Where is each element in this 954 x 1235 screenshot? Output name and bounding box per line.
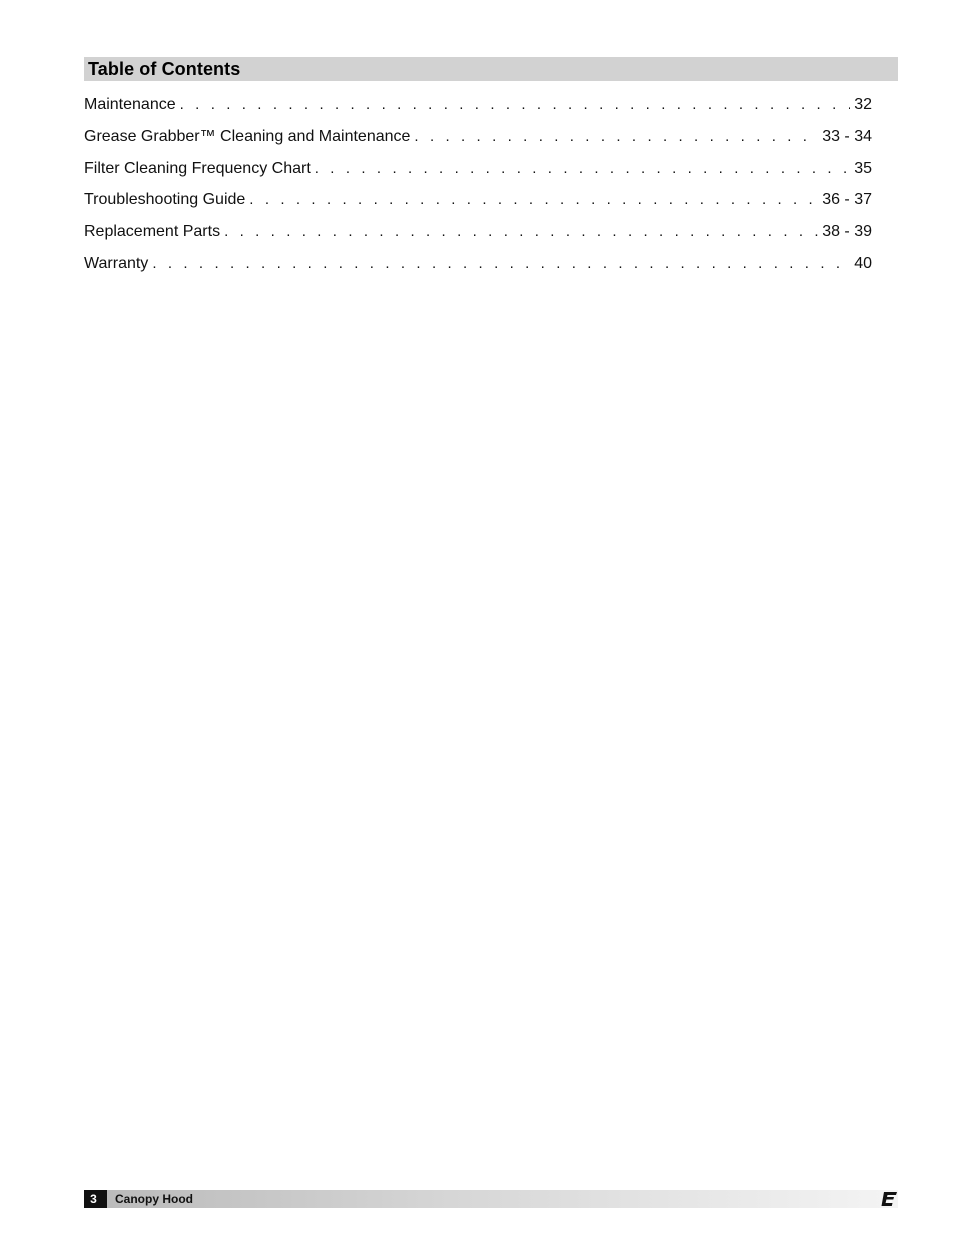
toc-header-bar — [84, 57, 898, 81]
toc-entry-label: Replacement Parts — [84, 223, 221, 241]
toc-entry-troubleshooting[interactable] — [84, 191, 872, 223]
toc-dot-leader — [414, 128, 818, 145]
toc-entry-page: 38 - 39 — [822, 223, 872, 241]
footer-page-number: 3 — [84, 1190, 107, 1208]
toc-dot-leader — [224, 223, 818, 240]
toc-entry-page: 36 - 37 — [822, 191, 872, 209]
toc-entry-label: Warranty — [84, 254, 149, 272]
footer-document-title: Canopy Hood — [115, 1192, 193, 1206]
toc-dot-leader — [315, 160, 850, 177]
toc-dot-leader — [152, 255, 850, 272]
toc-entry-page: 33 - 34 — [822, 127, 872, 145]
toc-entry-label: Maintenance — [84, 96, 176, 113]
company-logo-icon — [881, 1191, 898, 1207]
toc-entry-replacement-parts[interactable] — [84, 223, 872, 255]
toc-dot-leader — [249, 191, 818, 208]
toc-entry-label: Troubleshooting Guide — [84, 191, 246, 209]
toc-dot-leader — [180, 96, 851, 113]
toc-entry-label: Grease Grabber™ Cleaning and Maintenance — [84, 127, 411, 145]
toc-title: Table of Contents — [88, 58, 241, 79]
toc-list — [84, 96, 872, 287]
toc-entry-grease-grabber[interactable] — [84, 128, 872, 160]
toc-entry-page: 40 — [854, 254, 872, 272]
toc-entry-label: Filter Cleaning Frequency Chart — [84, 159, 311, 177]
page-footer — [84, 1190, 898, 1208]
toc-entry-warranty[interactable] — [84, 255, 872, 287]
toc-entry-page: 35 — [854, 159, 872, 177]
toc-entry-filter-cleaning-chart[interactable] — [84, 160, 872, 192]
toc-entry-page: 32 — [854, 96, 872, 113]
toc-entry-maintenance[interactable] — [84, 96, 872, 128]
